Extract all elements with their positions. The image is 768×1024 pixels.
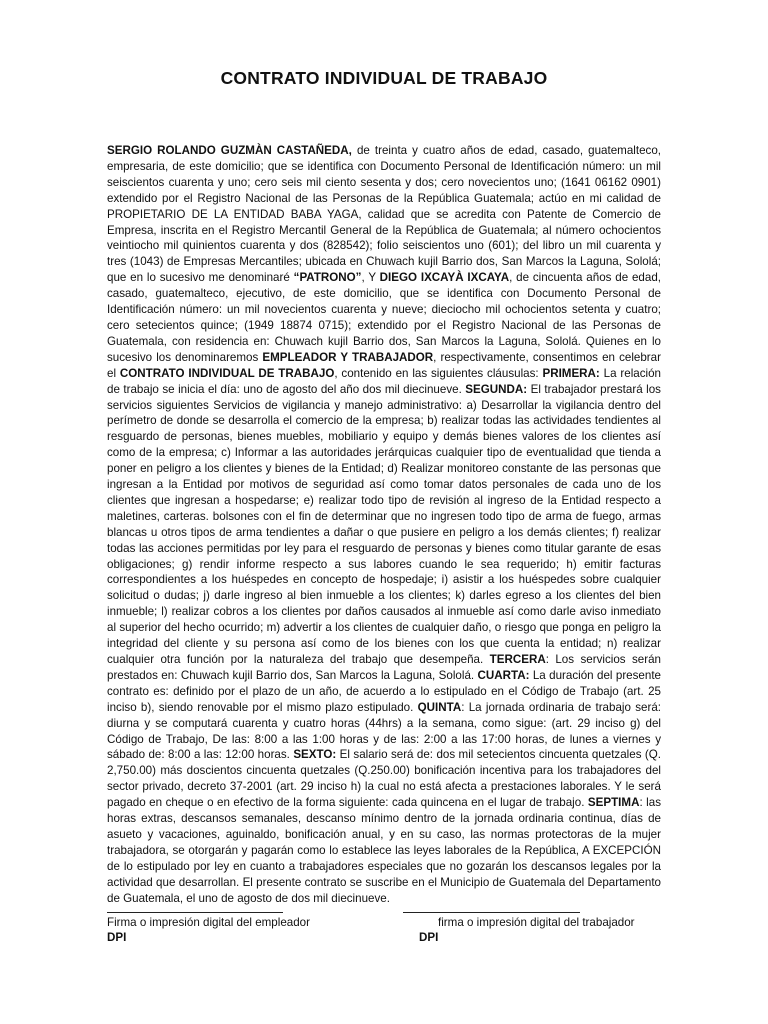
- bold-text-segment: SEPTIMA: [587, 796, 640, 810]
- bold-text-segment: DIEGO IXCAYÀ IXCAYA: [379, 271, 510, 285]
- text-segment: La relación de trabajo se inicia el día: uno de agosto del año dos mil diecinueve.: [107, 366, 662, 396]
- text-segment: El salario será de: dos mil setecientos cincuenta quetzales (Q. 2,750.00) más doscientos cincuenta quetzales (Q.250.00) bonificación incentiva para los trabajadores del sector privado, decreto 37-2001 (art. 29 inciso h) la cual no está afecta a prestaciones laborales. Y le será pagado en cheque o en efectivo de la forma siguiente: cada quincena en el lugar de trabajo.: [107, 748, 661, 810]
- document-title: CONTRATO INDIVIDUAL DE TRABAJO: [220, 68, 548, 88]
- bold-text-segment: TERCERA: [489, 653, 546, 666]
- text-segment: El trabajador prestará los servicios siguientes Servicios de vigilancia y manejo administrativo: a) Desarrollar la vigilancia dentro del perímetro de donde se desarrolla el comercio de la empresa; b) realizar todas las actividades tendientes al resguardo de personas, bienes muebles, mobiliario y equipo y demás bienes valores de los clientes así como de la empresa; c) Informar a las autoridades jerárquicas cualquier tipo de eventualidad que tienda a poner en peligro a los clientes y bienes de la Entidad; d) Realizar monitoreo constante de las personas que ingresan a la Entidad por motivos de seguridad así como tomar datos personales de cada uno de los clientes que ingresan a hospedarse; e) realizar todo tipo de revisión al ingreso de la Entidad respecto a maletines, carteras. bolsones con el fin de determinar que no ingresen todo tipo de arma de fuego, armas blancas u otros tipos de arma tendientes a dañar o que pusiere en peligro a los demás clientes; f) realizar todas las acciones permitidas por ley para el resguardo de personas y bienes como titular garante de esas obligaciones; g) rendir informe respecto a sus labores cuando le sea requerido; h) emitir facturas correspondientes a los huéspedes en concepto de hospedaje; i) asistir a los huéspedes sobre cualquier solicitud o dudas; j) darle ingreso al bien inmueble a los clientes; k) darles egreso a los clientes del bien inmueble; l) realizar cobros a los clientes por daños causados al inmueble así como darle aviso inmediato al superior del hecho ocurrido; m) advertir a los clientes de cualquier daño, o riesgo que ponga en peligro la integridad del cliente y su persona así como de los bienes con los que cuenta la entidad; n) realizar cualquier otra función por la naturaleza del trabajo que desempeña.: [107, 382, 661, 666]
- employer-signature-label: Firma o impresión digital del empleador: [107, 916, 310, 929]
- text-segment: La duración del presente contrato es: definido por el plazo de un año, de acuerdo a lo estipulado en el Código de Trabajo (art. 25 inciso b), siendo renovable por el mismo plazo estipulado.: [107, 668, 661, 714]
- text-segment: , contenido en las siguientes cláusulas:: [334, 366, 543, 380]
- bold-text-segment: SEXTO:: [293, 748, 337, 762]
- bold-text-segment: “PATRONO”: [293, 271, 362, 285]
- bold-text-segment: SEGUNDA:: [465, 382, 528, 396]
- text-segment: , de cincuenta años de edad, casado, guatemalteco, ejecutivo, de este domicilio, que se identifica con Documento Personal de Identificación número: un mil novecientos cuarenta y nueve; dieciocho mil ochocientos setenta y cuatro; cero setecientos quince; (1949 18874 0715); extendido por el Registro Nacional de las Personas de Guatemala, con residencia en: Chuwach kujil Barrio dos, San Marcos la Laguna, Sololá. Quienes en lo sucesivo los denominaremos: [107, 271, 661, 364]
- text-segment: , Y: [361, 271, 380, 285]
- text-segment: : Los servicios serán prestados en: Chuwach kujil Barrio dos, San Marcos la Laguna, Sololá.: [107, 653, 661, 682]
- bold-text-segment: QUINTA: [417, 700, 462, 714]
- bold-text-segment: SERGIO ROLANDO GUZMÀN CASTAÑEDA,: [107, 144, 352, 157]
- contract-body: [107, 143, 661, 907]
- worker-signature-line: [403, 912, 580, 913]
- bold-text-segment: CONTRATO INDIVIDUAL DE TRABAJO: [119, 366, 335, 380]
- bold-text-segment: EMPLEADOR Y TRABAJADOR: [262, 350, 434, 364]
- worker-signature-label: firma o impresión digital del trabajador: [438, 916, 635, 929]
- text-segment: , respectivamente, consentimos en celebrar el: [107, 350, 661, 380]
- employer-signature-line: [107, 912, 283, 913]
- text-segment: : las horas extras, descansos semanales, descanso mínimo dentro de la jornada ordinaria continua, días de asueto y vacaciones, aguinaldo, bonificación anual, y en su caso, las normas protectoras de la mujer trabajadora, se otorgarán y pagarán como lo establece las leyes laborales de la República, A EXCEPCIÓN de lo estipulado por ley en cuanto a trabajadores especiales que no gozarán los descansos legales por la actividad que desarrollan. El presente contrato se suscribe en el Municipio de Guatemala del Departamento de Guatemala, el uno de agosto de dos mil diecinueve.: [107, 796, 661, 905]
- worker-dpi-label: DPI: [419, 931, 439, 944]
- bold-text-segment: PRIMERA:: [542, 366, 600, 380]
- text-segment: : La jornada ordinaria de trabajo será: diurna y se computará cuarenta y cuatro horas (44hrs) a la semana, como sigue: (art. 29 inciso g) del Código de Trabajo, De las: 8:00 a las 1:00 horas y de las: 2:00 a las 17:00 horas, de lunes a viernes y sábado de: 8:00 a las: 12:00 horas.: [107, 700, 661, 762]
- employer-dpi-label: DPI: [107, 931, 127, 944]
- bold-text-segment: CUARTA:: [477, 668, 530, 682]
- text-segment: de treinta y cuatro años de edad, casado, guatemalteco, empresaria, de este domicilio; que se identifica con Documento Personal de Identificación número: un mil seiscientos cuarenta y uno; cero seis mil ciento sesenta y dos; cero novecientos uno; (1641 06162 0901) extendido por el Registro Nacional de las Personas de la República Guatemala; actúo en mi calidad de PROPIETARIO DE LA ENTIDAD BABA YAGA, calidad que se acredita con Patente de Comercio de Empresa, inscrita en el Registro Mercantil General de la República de Guatemala; al número ochocientos veintiocho mil quinientos cuarenta y dos (828542); folio seiscientos uno (601); del libro un mil cuarenta y tres (1043) de Empresas Mercantiles; ubicada en Chuwach kujil Barrio dos, San Marcos la Laguna, Sololá; que en lo sucesivo me denominaré: [107, 144, 661, 285]
